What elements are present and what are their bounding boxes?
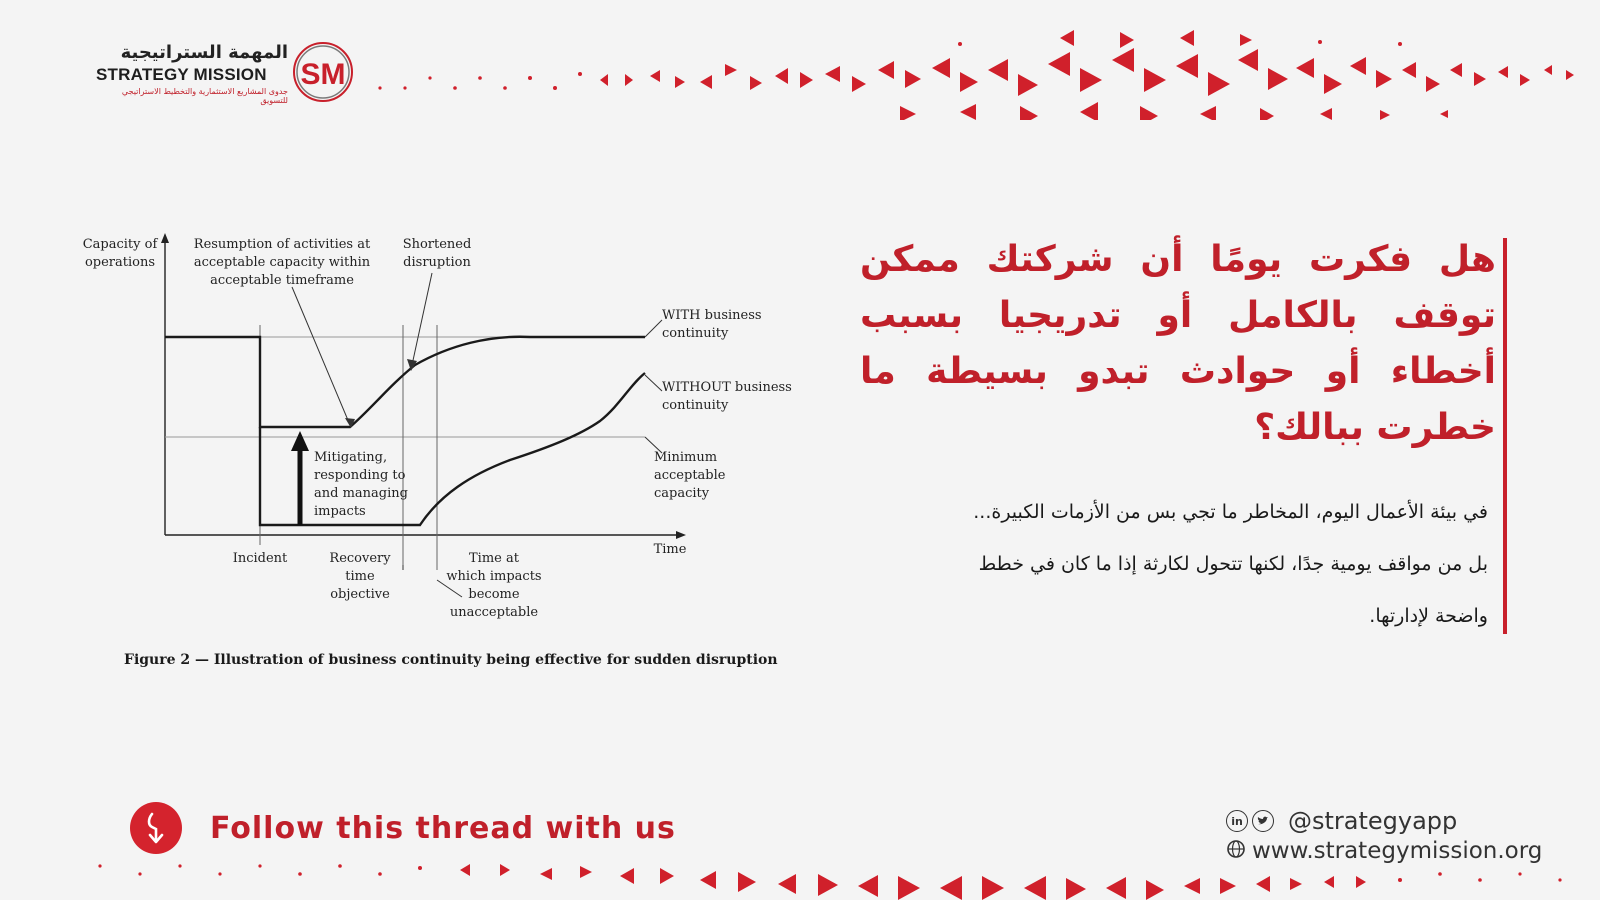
website-link[interactable]: www.strategymission.org	[1252, 838, 1543, 864]
figure-caption: Figure 2 — Illustration of business continuity being effective for sudden disruption	[124, 652, 778, 668]
social-handle[interactable]: @strategyapp	[1288, 807, 1458, 835]
time-at-label-line1: Time at	[469, 551, 519, 566]
headline: هل فكرت يومًا أن شركتك ممكن توقف بالكامل أو تدريجيا بسبب أخطاء أو حوادث تبدو بسيطة ما خطرت ببالك؟	[860, 239, 1496, 448]
social-row[interactable]	[1226, 806, 1546, 836]
business-continuity-diagram	[70, 225, 820, 645]
incident-label: Incident	[232, 551, 288, 566]
resumption-label-line1: Resumption of activities at	[193, 237, 371, 252]
minimum-label-line2: acceptable	[654, 468, 726, 483]
shortened-label-line1: Shortened	[402, 237, 472, 252]
without-continuity-curve	[260, 373, 645, 525]
decorative-pattern-top	[360, 30, 1600, 120]
without-label-line1: WITHOUT business	[662, 380, 792, 395]
time-at-label-line3: become	[468, 587, 520, 602]
mitigating-label-line1: Mitigating,	[314, 450, 388, 465]
time-at-label-line2: which impacts	[446, 569, 542, 584]
recovery-label-line2: time	[345, 569, 375, 584]
decorative-pattern-bottom	[80, 860, 1600, 900]
y-axis-arrow	[161, 233, 169, 243]
brand-badge-icon	[291, 40, 355, 104]
brand-logo	[96, 40, 358, 106]
body-line-3: واضحة لإدارتها.	[1369, 605, 1488, 627]
linkedin-icon[interactable]: in	[1226, 810, 1248, 832]
follow-label: Follow this thread with us	[210, 810, 676, 846]
minimum-label-line3: capacity	[654, 486, 710, 501]
x-axis-label: Time	[653, 542, 687, 557]
shortened-label-line2: disruption	[403, 255, 471, 270]
x-axis-arrow	[676, 531, 686, 539]
y-axis-label-line2: operations	[84, 255, 156, 270]
brand-arabic-name: المهمة الستراتيجية	[120, 42, 288, 63]
arrow-down-icon	[130, 802, 182, 854]
with-label-line1: WITH business	[662, 308, 762, 323]
body-line-1: في بيئة الأعمال اليوم، المخاطر ما تجي بس من الأزمات الكبيرة...	[973, 501, 1488, 523]
mitigating-label-line2: responding to	[314, 468, 406, 483]
follow-thread-cta[interactable]	[130, 800, 676, 856]
accent-bar	[1503, 238, 1507, 634]
mitigating-label-line3: and managing	[314, 486, 408, 501]
brand-tagline: جدوى المشاريع الاستثمارية والتخطيط الاستراتيجي للتسويق	[121, 87, 288, 105]
mitigating-arrow-head	[291, 431, 309, 451]
resumption-label-line2: acceptable capacity within	[193, 255, 371, 270]
without-label-line2: continuity	[662, 398, 729, 413]
with-continuity-curve	[165, 337, 645, 427]
body-text	[876, 486, 1488, 642]
brand-badge-text: SM	[300, 58, 346, 91]
mitigating-label-line4: impacts	[314, 504, 366, 519]
recovery-label-line3: objective	[330, 587, 390, 602]
twitter-icon[interactable]	[1252, 810, 1274, 832]
contact-info	[1226, 806, 1546, 866]
with-label-line2: continuity	[662, 326, 729, 341]
body-line-2: بل من مواقف يومية جدًا، لكنها تتحول لكارثة إذا ما كان في خطط	[978, 553, 1488, 575]
minimum-label-line1: Minimum	[654, 450, 718, 465]
brand-english-name: STRATEGY MISSION	[96, 65, 267, 84]
recovery-label-line1: Recovery	[329, 551, 391, 566]
resumption-label-line3: acceptable timeframe	[210, 273, 354, 288]
time-at-label-line4: unacceptable	[449, 605, 539, 620]
y-axis-label-line1: Capacity of	[82, 237, 158, 252]
diagram-svg	[70, 225, 820, 645]
